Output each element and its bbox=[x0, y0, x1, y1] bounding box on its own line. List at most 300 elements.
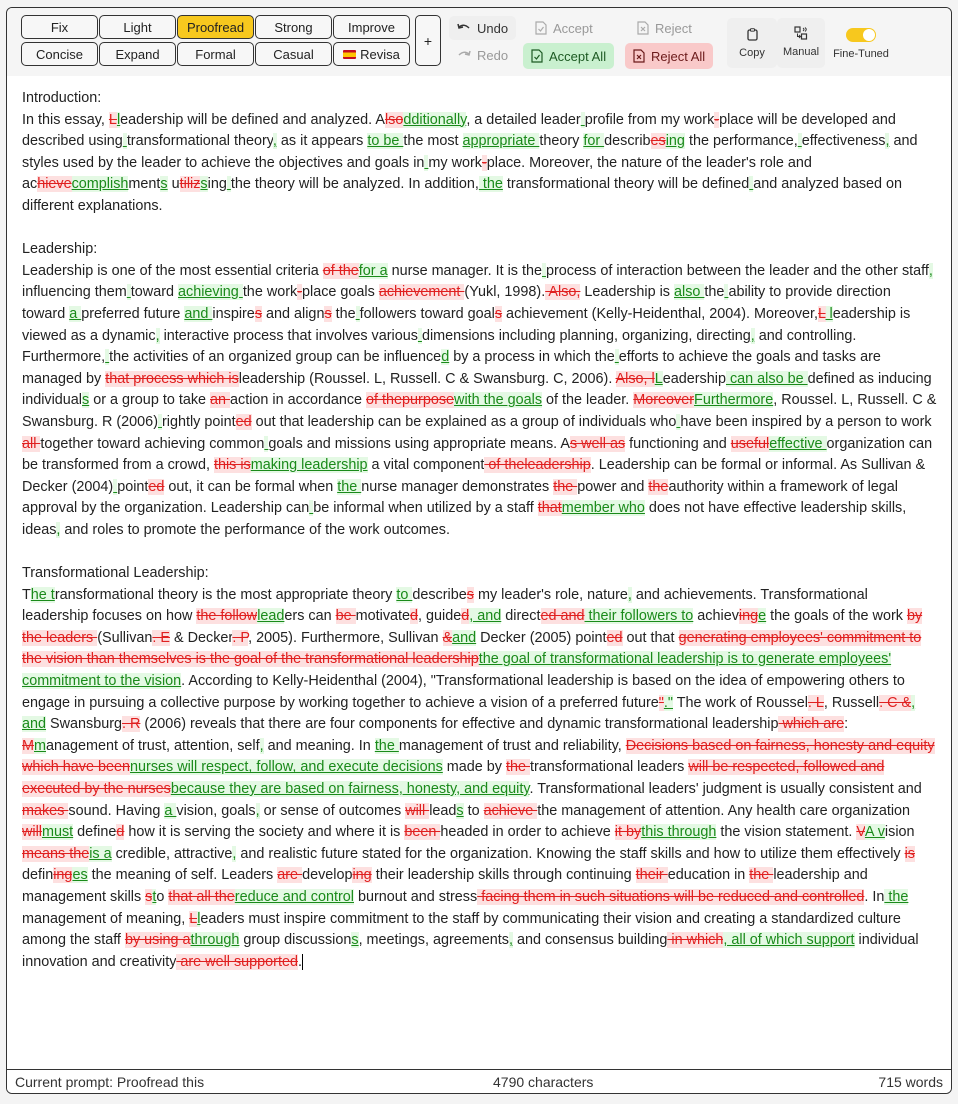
file-x-icon bbox=[633, 49, 645, 63]
text-run: ers can bbox=[284, 608, 336, 625]
text-run: authority within a framework of legal approval by the organization. Leadership can bbox=[22, 478, 898, 517]
deleted-text[interactable]: lso bbox=[384, 111, 404, 128]
deleted-text[interactable]: this is bbox=[213, 457, 251, 474]
deleted-text[interactable]: are bbox=[277, 867, 303, 884]
deleted-text[interactable]: " bbox=[658, 694, 664, 711]
text-run: followers toward goal bbox=[359, 305, 495, 322]
inserted-text[interactable]: the bbox=[478, 176, 503, 193]
text-run: direct bbox=[501, 608, 541, 625]
text-run: credible, attractive bbox=[111, 845, 233, 862]
text-run: The work of Roussel bbox=[673, 694, 808, 711]
deleted-text[interactable]: V bbox=[856, 824, 865, 841]
deleted-text[interactable]: Decisions based on fairness, honesty and equity which have been bbox=[22, 737, 935, 776]
preset-concise[interactable] bbox=[21, 42, 98, 66]
text-run: (Yukl, 1998). bbox=[464, 284, 546, 301]
inserted-text[interactable]: lead bbox=[257, 608, 285, 625]
deleted-text[interactable]: d bbox=[116, 824, 125, 841]
preset-improve[interactable] bbox=[333, 15, 410, 39]
inserted-text[interactable]: to be bbox=[367, 133, 404, 150]
deleted-text[interactable]: L bbox=[108, 111, 117, 128]
inserted-text[interactable]: s bbox=[200, 176, 208, 193]
inserted-text[interactable]: making leadership bbox=[250, 457, 368, 474]
inserted-text[interactable]: appropriate bbox=[462, 133, 540, 150]
inserted-text[interactable]: also bbox=[674, 284, 705, 301]
deleted-text[interactable]: that all the bbox=[168, 888, 235, 905]
deleted-text[interactable]: which are bbox=[778, 716, 845, 733]
text-run: dimensions including planning, organizing, directing bbox=[421, 327, 751, 344]
text-run: describ bbox=[604, 133, 651, 150]
status-bar bbox=[7, 1069, 951, 1093]
section-heading: Leadership: bbox=[22, 241, 98, 258]
preset-expand[interactable] bbox=[99, 42, 176, 66]
inserted-text[interactable]: Furthermore bbox=[694, 392, 774, 409]
deleted-text[interactable]: tiliz bbox=[179, 176, 201, 193]
inserted-text[interactable]: because they are based on fairness, honesty, and equity bbox=[170, 781, 530, 797]
inserted-text[interactable]: ing bbox=[665, 133, 685, 150]
deleted-text[interactable]: been bbox=[404, 824, 441, 841]
undo-icon bbox=[457, 22, 471, 34]
text-run: or sense of outcomes bbox=[259, 802, 406, 819]
deleted-text[interactable]: achieve bbox=[483, 802, 538, 819]
deleted-text[interactable]: the bbox=[553, 478, 578, 495]
text-run: rightly point bbox=[161, 413, 236, 430]
deleted-text[interactable]: - bbox=[714, 111, 720, 128]
inserted-text[interactable]: he t bbox=[30, 586, 55, 603]
deleted-text[interactable]: hieve bbox=[37, 176, 72, 193]
text-run: sound. Having bbox=[68, 802, 165, 819]
text-run: place goals bbox=[302, 284, 379, 301]
reject-button[interactable] bbox=[629, 16, 700, 40]
deleted-text[interactable]: makes bbox=[22, 802, 69, 819]
inserted-text[interactable]: achieving bbox=[178, 284, 243, 301]
text-run: , a detailed leader bbox=[466, 111, 581, 128]
reject-all-button[interactable] bbox=[625, 43, 713, 69]
text-run: ment bbox=[128, 176, 161, 193]
section-paragraph bbox=[22, 585, 937, 974]
deleted-text[interactable]: d bbox=[461, 608, 470, 625]
preset-light[interactable] bbox=[99, 15, 176, 39]
text-run: organization can be transformed from a crowd, bbox=[22, 435, 933, 474]
text-run: defin bbox=[22, 867, 54, 884]
text-run: the management of attention. Any health care organization bbox=[537, 802, 911, 819]
inserted-text[interactable]: , bbox=[255, 802, 260, 819]
deleted-text[interactable]: . L bbox=[807, 694, 824, 711]
character-count: 4790 characters bbox=[493, 1073, 594, 1090]
preset-label: Proofread bbox=[186, 19, 245, 35]
text-run: management of meaning, bbox=[22, 910, 190, 927]
preset-fix[interactable] bbox=[21, 15, 98, 39]
inserted-text[interactable]: for a bbox=[358, 262, 388, 279]
inserted-text[interactable]: a bbox=[69, 305, 82, 322]
deleted-text[interactable]: es bbox=[650, 133, 666, 150]
text-run: does not have effective leadership skills, bbox=[644, 500, 907, 517]
inserted-text[interactable]: for bbox=[583, 133, 605, 150]
text-run: ability to provide direction toward bbox=[22, 284, 891, 322]
deleted-text[interactable]: by using a bbox=[124, 932, 191, 949]
text-run: group discussion bbox=[239, 932, 352, 949]
deleted-text[interactable]: d bbox=[410, 608, 419, 625]
deleted-text[interactable]: it by bbox=[614, 824, 642, 841]
deleted-text[interactable]: useful bbox=[730, 435, 770, 452]
text-run: individual innovation and creativity bbox=[22, 932, 919, 970]
inserted-text[interactable]: their followers to bbox=[584, 608, 694, 625]
deleted-text[interactable]: the bbox=[505, 759, 530, 776]
deleted-text[interactable]: s bbox=[254, 305, 263, 322]
text-run: , 2005). Furthermore, Sullivan bbox=[248, 629, 443, 646]
inserted-text[interactable]: , bbox=[885, 133, 890, 150]
deleted-text[interactable]: - bbox=[481, 154, 487, 171]
text-run: how it is serving the society and where it is bbox=[124, 824, 405, 841]
deleted-text[interactable]: means the bbox=[22, 845, 90, 862]
accept-all-button[interactable] bbox=[523, 43, 614, 69]
inserted-text[interactable]: l bbox=[197, 910, 201, 927]
preset-label: Concise bbox=[36, 46, 83, 62]
manual-button[interactable] bbox=[777, 18, 825, 68]
text-run: the bbox=[331, 305, 356, 322]
deleted-text[interactable]: - bbox=[297, 284, 302, 301]
text-run: Leadership is bbox=[580, 284, 675, 301]
inserted-text[interactable]: , bbox=[508, 932, 513, 949]
text-run: headed in order to achieve bbox=[440, 824, 615, 841]
deleted-text[interactable]: ing bbox=[53, 867, 73, 884]
text-run: out that bbox=[622, 629, 679, 646]
text-run: and achievements. Transformational leadership focuses on how bbox=[22, 586, 868, 625]
inserted-text[interactable]: L bbox=[654, 370, 663, 387]
text-run: and realistic future stated for the organization. Knowing the staff skills and how to utilize them effectively bbox=[236, 845, 905, 862]
text-run: the most bbox=[403, 133, 463, 150]
inserted-text[interactable]: l bbox=[116, 111, 121, 128]
text-run: . According to Kelly-Heidenthal (2004), "Transformational leadership is based on the idea of empowering others to engage in pursuing a collective purpose by working together to achieve a vision of a preferred future bbox=[22, 673, 905, 711]
deleted-text[interactable]: are well supported bbox=[176, 953, 298, 970]
deleted-text[interactable]: the bbox=[648, 478, 669, 495]
text-run: and consensus building bbox=[512, 932, 668, 949]
text-run: the work bbox=[242, 284, 298, 301]
deleted-text[interactable]: their bbox=[635, 867, 668, 884]
text-run: profile from my work bbox=[584, 111, 715, 128]
text-run: defined as inducing individual bbox=[22, 370, 932, 409]
text-run: leadership (Roussel. L, Russell. C & Swansburg. C, 2006). bbox=[238, 370, 616, 387]
deleted-text[interactable]: of thepurpose bbox=[366, 392, 455, 409]
inserted-text[interactable]: , and bbox=[22, 694, 916, 733]
inserted-text[interactable]: m bbox=[34, 737, 46, 754]
inserted-text[interactable]: , bbox=[232, 845, 237, 862]
text-run: and roles to promote the performance of the work outcomes. bbox=[60, 521, 450, 538]
text-run: power and bbox=[577, 478, 649, 495]
inserted-text[interactable]: to bbox=[396, 586, 413, 603]
text-run: preferred future bbox=[81, 305, 185, 322]
text-run: describe bbox=[412, 586, 467, 603]
paragraph-gap bbox=[22, 218, 937, 240]
inserted-text[interactable]: the goal of transformational leadership is to generate employees' commitment to the vision bbox=[22, 651, 892, 690]
inserted-text[interactable]: A v bbox=[864, 824, 885, 841]
section-heading: Transformational Leadership: bbox=[22, 565, 209, 582]
redo-label: Redo bbox=[477, 47, 509, 63]
text-run: Swansburg bbox=[46, 716, 123, 733]
text-run: place. Moreover, the nature of the leader's role and ac bbox=[22, 154, 812, 193]
deleted-text[interactable]: in which bbox=[667, 932, 724, 949]
inserted-text[interactable]: is a bbox=[89, 845, 112, 862]
toggle-switch[interactable] bbox=[846, 28, 876, 42]
inserted-text[interactable]: and bbox=[184, 305, 213, 322]
preset-label: Light bbox=[123, 19, 152, 35]
add-label: + bbox=[423, 32, 433, 49]
section-paragraph bbox=[22, 110, 937, 218]
deleted-text[interactable]: facing them in such situations will be reduced and controlled bbox=[477, 888, 865, 905]
text-run: effectiveness bbox=[801, 133, 886, 150]
inserted-text[interactable]: and bbox=[452, 629, 477, 646]
inserted-text[interactable]: a bbox=[164, 802, 177, 819]
deleted-text[interactable]: will bbox=[405, 802, 430, 819]
text-run: . Transformational leaders' judgment is usually consistent and bbox=[529, 781, 922, 797]
section-paragraph bbox=[22, 261, 937, 542]
inserted-text[interactable]: through bbox=[190, 932, 240, 949]
text-run: Leadership is one of the most essential criteria bbox=[22, 262, 323, 279]
text-run: together toward achieving common bbox=[40, 435, 265, 452]
add-preset-button[interactable] bbox=[415, 15, 441, 66]
deleted-text[interactable]: s bbox=[324, 305, 332, 322]
file-check-icon bbox=[535, 21, 547, 35]
preset-label: Improve bbox=[348, 19, 395, 35]
text-run: ing bbox=[207, 176, 227, 193]
preset-proofread[interactable] bbox=[177, 15, 254, 39]
deleted-text[interactable]: that bbox=[537, 500, 562, 517]
spain-flag-icon bbox=[343, 50, 356, 59]
deleted-text[interactable]: . C & bbox=[879, 694, 912, 711]
text-run: . Leadership can be formal or informal. As Sullivan & Decker (2004) bbox=[22, 457, 926, 495]
deleted-text[interactable]: by the leaders bbox=[22, 608, 923, 646]
deleted-text[interactable]: ed bbox=[606, 629, 623, 646]
inserted-text[interactable]: nurses will respect, follow, and execute decisions bbox=[130, 759, 443, 776]
inserted-text[interactable]: can also be bbox=[725, 370, 808, 387]
text-run: by a process in which the bbox=[449, 349, 615, 366]
text-run: their leadership skills through continuing bbox=[371, 867, 636, 884]
document-editor[interactable] bbox=[22, 88, 937, 973]
inserted-text[interactable]: s bbox=[82, 392, 90, 409]
deleted-text[interactable]: Also, bbox=[545, 284, 581, 301]
inserted-text[interactable]: , bbox=[928, 262, 933, 279]
text-run: , meetings, agreements bbox=[358, 932, 509, 949]
inserted-text[interactable]: l bbox=[825, 305, 833, 322]
text-run: toward bbox=[130, 284, 178, 301]
text-run: transformational theory bbox=[126, 133, 273, 150]
text-run: inspire bbox=[212, 305, 255, 322]
inserted-text[interactable]: dditionally bbox=[403, 111, 467, 128]
fine-tuned-toggle[interactable] bbox=[829, 18, 893, 68]
inserted-text[interactable]: , bbox=[155, 327, 160, 344]
deleted-text[interactable]: & bbox=[442, 629, 453, 646]
reject-label: Reject bbox=[655, 20, 692, 36]
inserted-text[interactable]: d bbox=[441, 349, 450, 366]
deleted-text[interactable]: will bbox=[22, 824, 42, 841]
manual-label: Manual bbox=[782, 46, 820, 58]
text-run: the goals of the work bbox=[766, 608, 907, 625]
text-run: . bbox=[297, 953, 302, 970]
deleted-text[interactable]: . E bbox=[152, 629, 171, 646]
inserted-text[interactable]: , bbox=[272, 133, 277, 150]
deleted-text[interactable]: achievement bbox=[378, 284, 465, 301]
deleted-text[interactable]: is bbox=[904, 845, 915, 862]
deleted-text[interactable]: L bbox=[818, 305, 826, 322]
toolbar bbox=[7, 8, 951, 76]
text-run: nurse manager. It is the bbox=[387, 262, 542, 279]
text-run: develop bbox=[302, 867, 353, 884]
deleted-text[interactable]: ed and bbox=[540, 608, 585, 625]
text-run: of the leader. bbox=[542, 392, 634, 409]
deleted-text[interactable]: ed bbox=[148, 478, 165, 495]
inserted-text[interactable]: , all of which support bbox=[723, 932, 855, 949]
text-run: the performance, bbox=[684, 133, 798, 150]
deleted-text[interactable]: M bbox=[22, 737, 34, 754]
inserted-text[interactable]: , bbox=[627, 586, 632, 603]
accept-button[interactable] bbox=[527, 16, 601, 40]
text-run: lead bbox=[429, 802, 457, 819]
deleted-text[interactable]: of the bbox=[322, 262, 359, 279]
inserted-text[interactable]: the bbox=[337, 478, 362, 495]
text-run: my work bbox=[428, 154, 482, 171]
copy-button[interactable] bbox=[727, 18, 777, 68]
inserted-text[interactable]: , bbox=[56, 521, 61, 538]
deleted-text[interactable]: . P bbox=[232, 629, 249, 646]
paragraph-gap bbox=[22, 541, 937, 563]
inserted-text[interactable]: t bbox=[152, 888, 157, 905]
text-run: achiev bbox=[693, 608, 739, 625]
deleted-text[interactable]: s bbox=[145, 888, 153, 905]
inserted-text[interactable]: ." bbox=[663, 694, 673, 711]
deleted-text[interactable]: s well as bbox=[569, 435, 626, 452]
undo-button[interactable] bbox=[449, 16, 516, 40]
text-caret bbox=[302, 954, 303, 970]
accept-label: Accept bbox=[553, 20, 593, 36]
text-run: , Roussel. L, Russell. C & Swansburg. R (2006) bbox=[22, 392, 937, 430]
text-run: define bbox=[73, 824, 117, 841]
current-prompt: Current prompt: Proofread this bbox=[15, 1073, 205, 1090]
deleted-text[interactable]: ing bbox=[352, 867, 372, 884]
inserted-text[interactable]: , bbox=[750, 327, 755, 344]
text-run: leadership and management skills bbox=[22, 867, 868, 905]
undo-label: Undo bbox=[477, 20, 509, 36]
inserted-text[interactable]: es bbox=[72, 867, 88, 884]
deleted-text[interactable]: Moreover bbox=[633, 392, 695, 409]
text-run: and styles used by the leader to achieve the objectives and goals in bbox=[22, 133, 918, 171]
deleted-text[interactable]: of theleadership bbox=[484, 457, 591, 474]
text-run: goals and missions using appropriate means. A bbox=[268, 435, 570, 452]
inserted-text[interactable]: this through bbox=[641, 824, 717, 841]
deleted-text[interactable]: will be respected, followed and executed by the nurses bbox=[22, 759, 885, 797]
text-run: education in bbox=[667, 867, 750, 884]
text-run: ransformational theory is the most appropriate theory bbox=[54, 586, 397, 603]
text-run: out, it can be formal when bbox=[164, 478, 338, 495]
text-run: made by bbox=[442, 759, 506, 776]
text-run: transformational theory will be defined bbox=[502, 176, 750, 193]
deleted-text[interactable]: Also, l bbox=[615, 370, 655, 387]
inserted-text[interactable]: s bbox=[456, 802, 464, 819]
reject-all-label: Reject All bbox=[651, 48, 706, 64]
text-run: eadership is viewed as a dynamic bbox=[22, 305, 911, 344]
preset-label: Fix bbox=[50, 19, 69, 35]
inserted-text[interactable]: member who bbox=[561, 500, 645, 517]
deleted-text[interactable]: L bbox=[189, 910, 198, 927]
text-run: eadership will be defined and analyzed. A bbox=[120, 111, 385, 128]
inserted-text[interactable]: complish bbox=[71, 176, 129, 193]
inserted-text[interactable]: the bbox=[884, 888, 909, 905]
text-run: process of interaction between the leader and the other staff bbox=[545, 262, 929, 279]
inserted-text[interactable]: with the goals bbox=[454, 392, 543, 409]
clipboard-icon bbox=[747, 28, 758, 41]
inserted-text[interactable]: s bbox=[160, 176, 168, 193]
deleted-text[interactable]: be bbox=[335, 608, 356, 625]
text-run: the theory will be analyzed. In addition, bbox=[230, 176, 479, 193]
deleted-text[interactable]: that process which is bbox=[105, 370, 239, 387]
preset-revisa[interactable] bbox=[333, 42, 410, 66]
preset-casual[interactable] bbox=[255, 42, 332, 66]
preset-label: Strong bbox=[274, 19, 313, 35]
text-run: nurse manager demonstrates bbox=[361, 478, 554, 495]
file-check-icon bbox=[531, 49, 543, 63]
deleted-text[interactable]: an bbox=[210, 392, 231, 409]
inserted-text[interactable]: , and bbox=[469, 608, 502, 625]
text-run: action in accordance bbox=[230, 392, 367, 409]
text-run: achievement (Kelly-Heidenthal, 2004). Moreover, bbox=[502, 305, 819, 322]
text-run: management of trust and reliability, bbox=[398, 737, 626, 754]
deleted-text[interactable]: s bbox=[466, 586, 474, 603]
inserted-text[interactable]: must bbox=[41, 824, 74, 841]
app-window bbox=[6, 7, 952, 1094]
inserted-text[interactable]: s bbox=[351, 932, 359, 949]
inserted-text[interactable]: reduce and control bbox=[234, 888, 354, 905]
text-run: , Russell bbox=[823, 694, 880, 711]
text-run: and controlling. Furthermore, bbox=[22, 327, 857, 366]
deleted-text[interactable]: the bbox=[749, 867, 774, 884]
text-run: place will be developed and described using bbox=[22, 111, 896, 150]
redo-button[interactable] bbox=[449, 43, 516, 67]
deleted-text[interactable]: the follow bbox=[196, 608, 258, 625]
deleted-text[interactable]: . R bbox=[122, 716, 141, 733]
text-run: the bbox=[704, 284, 725, 301]
section-heading: Introduction: bbox=[22, 90, 102, 106]
preset-label: Formal bbox=[195, 46, 236, 62]
text-run: theory bbox=[539, 133, 584, 150]
text-run: the meaning of self. Leaders bbox=[87, 867, 278, 884]
text-run: to bbox=[463, 802, 484, 819]
deleted-text[interactable]: all bbox=[22, 435, 41, 452]
text-run: u bbox=[167, 176, 180, 193]
preset-formal[interactable] bbox=[177, 42, 254, 66]
text-run: : bbox=[844, 716, 849, 733]
text-run: Decker (2005) point bbox=[476, 629, 607, 646]
inserted-text[interactable]: e bbox=[758, 608, 767, 625]
text-run: . In bbox=[864, 888, 885, 905]
text-run: (Sullivan bbox=[97, 629, 153, 646]
deleted-text[interactable]: s bbox=[494, 305, 503, 322]
inserted-text[interactable]: , bbox=[259, 737, 264, 754]
manual-edit-icon bbox=[794, 26, 808, 40]
deleted-text[interactable]: ing bbox=[738, 608, 759, 625]
deleted-text[interactable]: ed bbox=[235, 413, 252, 430]
preset-strong[interactable] bbox=[255, 15, 332, 39]
inserted-text[interactable]: effective bbox=[769, 435, 827, 452]
preset-label: Casual bbox=[273, 46, 314, 62]
text-run: functioning and bbox=[625, 435, 731, 452]
deleted-text[interactable]: generating employees' commitment to the vision than themselves is the goal of the transformational leadership bbox=[22, 629, 922, 668]
text-run: as it appears bbox=[276, 133, 368, 150]
text-run: efforts to achieve the goals and tasks are managed by bbox=[22, 349, 881, 387]
text-run: motivate bbox=[355, 608, 411, 625]
text-run: be informal when utilized by a staff bbox=[313, 500, 538, 517]
accept-all-label: Accept All bbox=[549, 48, 607, 64]
copy-label: Copy bbox=[739, 47, 765, 59]
inserted-text[interactable]: the bbox=[374, 737, 399, 754]
text-run: a vital component bbox=[367, 457, 485, 474]
